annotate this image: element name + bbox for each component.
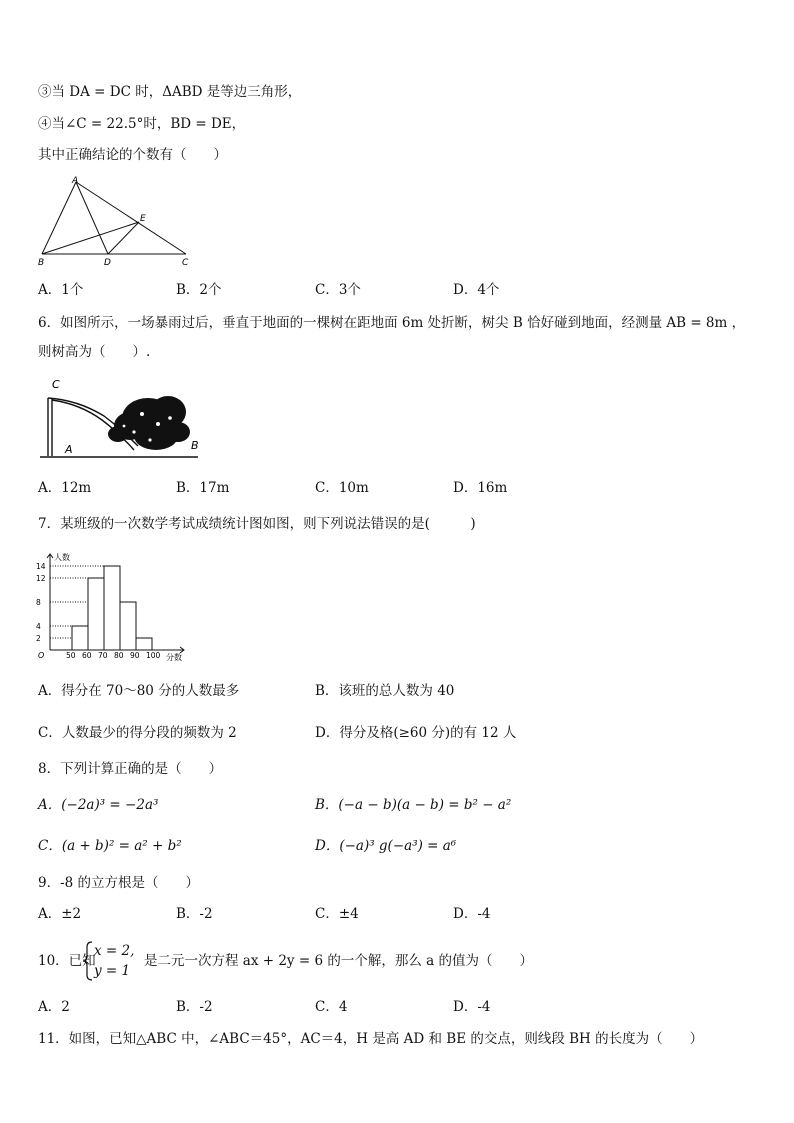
- statement-3: ③当 DA = DC 时，ΔABD 是等边三角形，: [38, 84, 302, 100]
- q6-option-d: D．16m: [453, 480, 508, 496]
- label-e: E: [140, 214, 146, 224]
- label-b: B: [191, 439, 199, 452]
- label-c: C: [182, 258, 189, 266]
- q6-option-b: B．17m: [176, 480, 230, 496]
- equation-2: y = 1: [94, 963, 131, 979]
- x-tick-label: 60: [82, 651, 92, 660]
- question-7-stem: 7．某班级的一次数学考试成绩统计图如图，则下列说法错误的是( ): [38, 516, 476, 532]
- y-tick-label: 12: [36, 574, 46, 583]
- q10-option-c: C．4: [315, 999, 348, 1015]
- q10-option-d: D．-4: [453, 999, 491, 1015]
- x-tick-label: 100: [146, 651, 161, 660]
- label-b: B: [38, 258, 45, 266]
- q7-option-a: A．得分在 70～80 分的人数最多: [38, 683, 240, 699]
- y-tick-label: 8: [36, 598, 41, 607]
- q10-option-b: B．-2: [176, 999, 213, 1015]
- label-a: A: [72, 176, 79, 186]
- q10-option-a: A．2: [38, 999, 70, 1015]
- bar-90-100: [136, 638, 152, 650]
- edge-be: [42, 222, 139, 254]
- q7-option-b: B．该班的总人数为 40: [315, 683, 455, 699]
- equation-system: [94, 941, 134, 981]
- label-a: A: [65, 443, 73, 456]
- question-6-line2: 则树高为（ ）.: [38, 344, 151, 360]
- q8-option-c: C．(a + b)² = a² + b²: [38, 838, 182, 854]
- q6-option-a: A．12m: [38, 480, 92, 496]
- q6-option-c: C．10m: [315, 480, 369, 496]
- q9-option-d: D．-4: [453, 906, 491, 922]
- brace-icon: [82, 941, 94, 981]
- triangle-figure: [36, 174, 196, 266]
- x-axis-label: 分数: [166, 653, 182, 662]
- bar-50-60: [72, 626, 88, 650]
- x-tick-label: 90: [130, 651, 140, 660]
- q8-option-d: D．(−a)³ g(−a³) = a⁶: [315, 838, 457, 854]
- question-5-prompt: 其中正确结论的个数有（ ）: [38, 147, 227, 163]
- bar-80-90: [120, 602, 136, 650]
- x-tick-label: 80: [114, 651, 124, 660]
- y-tick-label: 4: [36, 622, 41, 631]
- x-tick-label: 50: [66, 651, 76, 660]
- question-10-stem: [38, 941, 738, 981]
- x-tick-label: 70: [98, 651, 108, 660]
- tree-crown: [108, 396, 190, 450]
- q10-prefix: 10．已知: [38, 953, 96, 969]
- question-8-stem: 8．下列计算正确的是（ ）: [38, 761, 223, 777]
- q9-option-c: C．±4: [315, 906, 359, 922]
- bar-70-80: [104, 566, 120, 650]
- q7-option-d: D．得分及格(≥60 分)的有 12 人: [315, 725, 517, 741]
- equation-1: x = 2,: [94, 943, 135, 959]
- y-tick-label: 14: [36, 562, 46, 571]
- label-c: C: [52, 378, 60, 391]
- origin-label: O: [38, 651, 45, 660]
- y-axis-label: 人数: [54, 553, 70, 562]
- q10-suffix: 是二元一次方程 ax + 2y = 6 的一个解，那么 a 的值为（ ）: [144, 953, 533, 969]
- q5-option-c: C．3个: [315, 282, 361, 298]
- q5-option-d: D．4个: [453, 282, 500, 298]
- q8-option-b: B．(−a − b)(a − b) = b² − a²: [315, 797, 512, 813]
- statement-4: ④当∠C = 22.5°时，BD = DE，: [38, 116, 246, 132]
- q7-option-c: C．人数最少的得分段的频数为 2: [38, 725, 237, 741]
- q8-option-a: A．(−2a)³ = −2a³: [38, 797, 159, 813]
- score-histogram: [30, 550, 190, 662]
- question-6-line1: 6．如图所示，一场暴雨过后，垂直于地面的一棵树在距地面 6m 处折断，树尖 B 恰好碰到地面，经测量 AB = 8m ，: [38, 315, 746, 331]
- q9-option-a: A．±2: [38, 906, 82, 922]
- question-9-stem: 9．-8 的立方根是（ ）: [38, 875, 200, 891]
- edge-ab: [42, 182, 76, 254]
- q5-option-b: B．2个: [176, 282, 222, 298]
- q5-option-a: A．1个: [38, 282, 84, 298]
- question-11-stem: 11．如图，已知△ABC 中，∠ABC＝45°，AC＝4，H 是高 AD 和 BE 的交点，则线段 BH 的长度为（ ）: [38, 1031, 704, 1047]
- label-d: D: [104, 258, 111, 266]
- y-tick-label: 2: [36, 634, 41, 643]
- tree-figure: [38, 374, 208, 462]
- q9-option-b: B．-2: [176, 906, 213, 922]
- bar-60-70: [88, 578, 104, 650]
